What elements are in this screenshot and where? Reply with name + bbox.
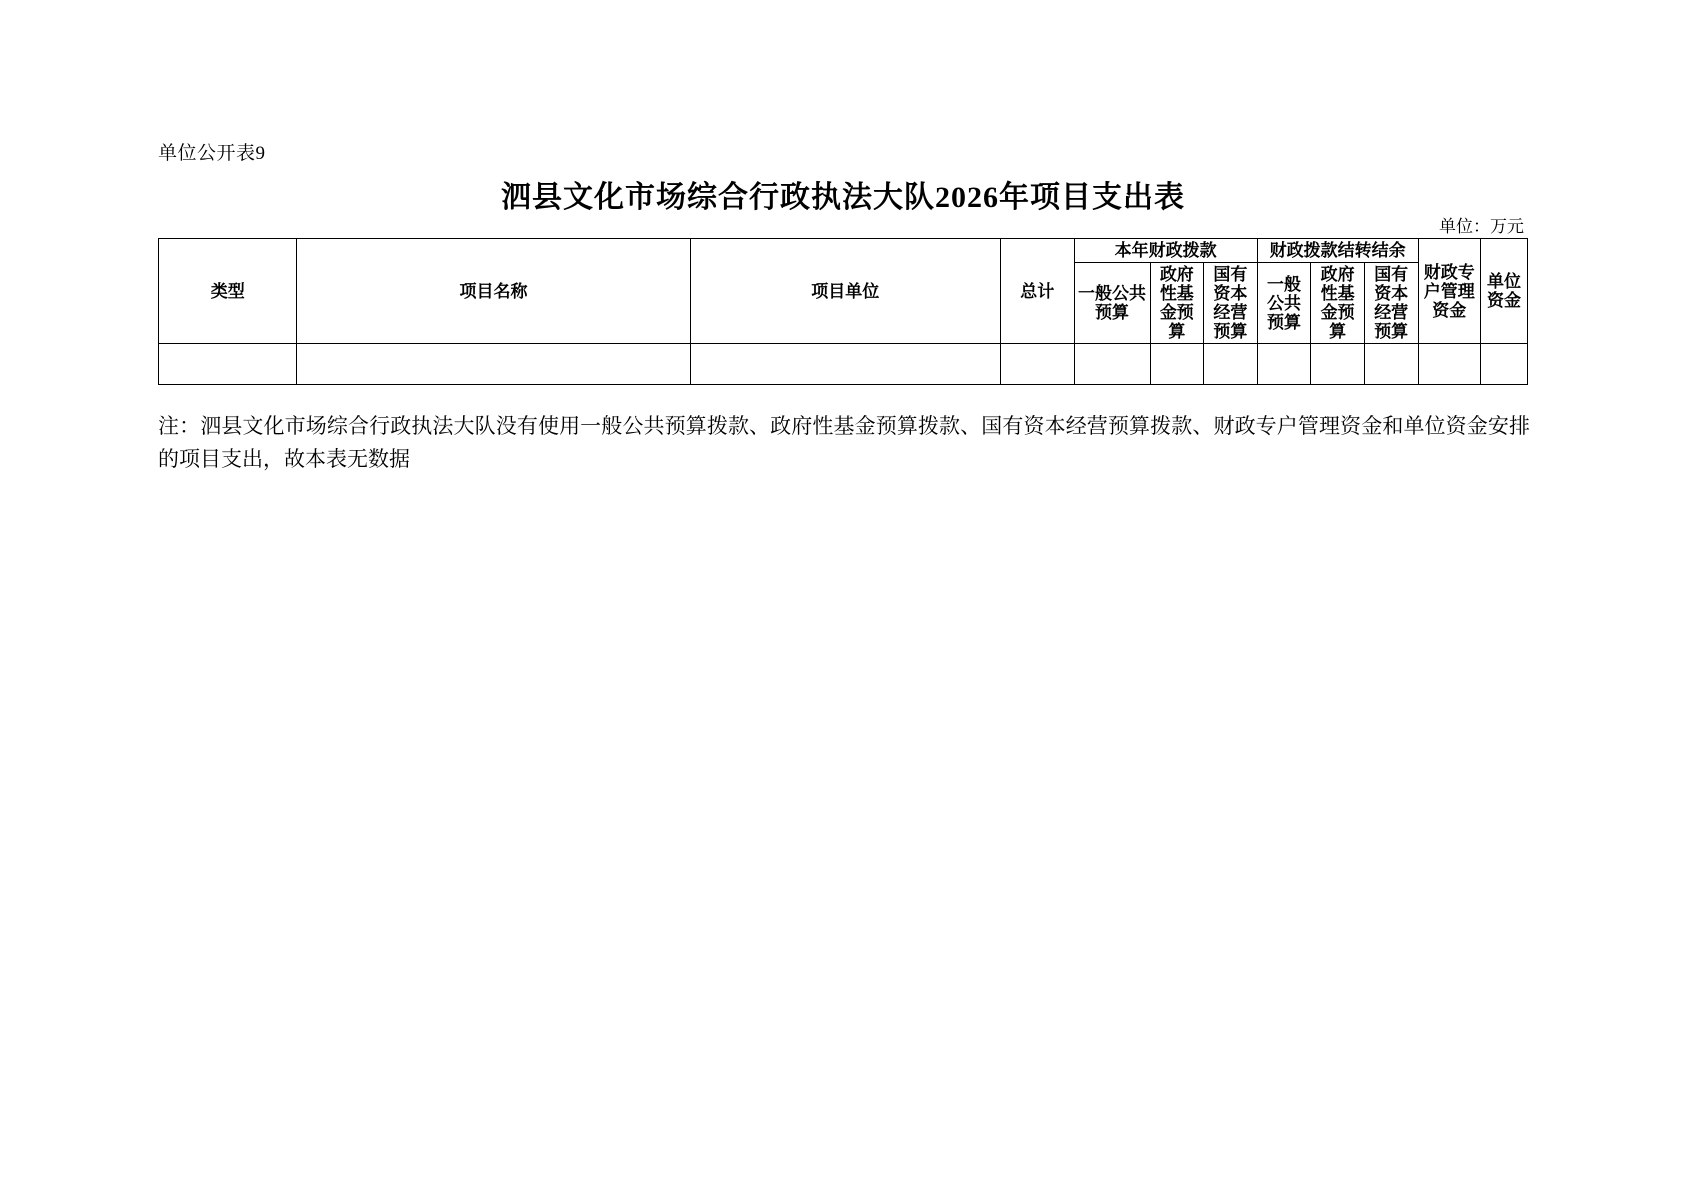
- currency-unit-note: 单位：万元: [1439, 217, 1524, 236]
- cell-cy-state-capital: [1204, 344, 1258, 385]
- cell-project-unit: [690, 344, 1000, 385]
- cell-special-account: [1418, 344, 1481, 385]
- cell-co-state-capital: [1364, 344, 1418, 385]
- header-cy-state-capital-budget: 国有资本经营预算: [1204, 263, 1258, 344]
- cell-cy-general: [1074, 344, 1150, 385]
- header-project-name: 项目名称: [297, 239, 690, 344]
- cell-unit-fund: [1481, 344, 1528, 385]
- cell-total: [1000, 344, 1074, 385]
- form-code: 单位公开表9: [158, 143, 266, 164]
- header-group-current-year-appropriation: 本年财政拨款: [1074, 239, 1257, 263]
- header-cy-government-fund-budget: 政府性基金预算: [1150, 263, 1204, 344]
- cell-type: [159, 344, 297, 385]
- header-co-government-fund-budget: 政府性基金预算: [1311, 263, 1365, 344]
- cell-co-gov-fund: [1311, 344, 1365, 385]
- header-type: 类型: [159, 239, 297, 344]
- cell-cy-gov-fund: [1150, 344, 1204, 385]
- header-co-state-capital-budget: 国有资本经营预算: [1364, 263, 1418, 344]
- header-special-account-fund: 财政专户管理资金: [1418, 239, 1481, 344]
- page-title: 泗县文化市场综合行政执法大队2026年项目支出表: [501, 181, 1185, 214]
- header-cy-general-public-budget: 一般公共预算: [1074, 263, 1150, 344]
- header-total: 总计: [1000, 239, 1074, 344]
- project-expenditure-table: [158, 238, 1528, 385]
- table-row: [159, 344, 1528, 385]
- cell-co-general: [1257, 344, 1311, 385]
- table-header-row-1: [159, 239, 1528, 263]
- cell-project-name: [297, 344, 690, 385]
- table-footnote: 注：泗县文化市场综合行政执法大队没有使用一般公共预算拨款、政府性基金预算拨款、国有资本经营预算拨款、财政专户管理资金和单位资金安排的项目支出，故本表无数据: [158, 414, 1530, 471]
- header-group-appropriation-carryover: 财政拨款结转结余: [1257, 239, 1418, 263]
- header-co-general-public-budget: 一般公共预算: [1257, 263, 1311, 344]
- header-project-unit: 项目单位: [690, 239, 1000, 344]
- header-unit-fund: 单位资金: [1481, 239, 1528, 344]
